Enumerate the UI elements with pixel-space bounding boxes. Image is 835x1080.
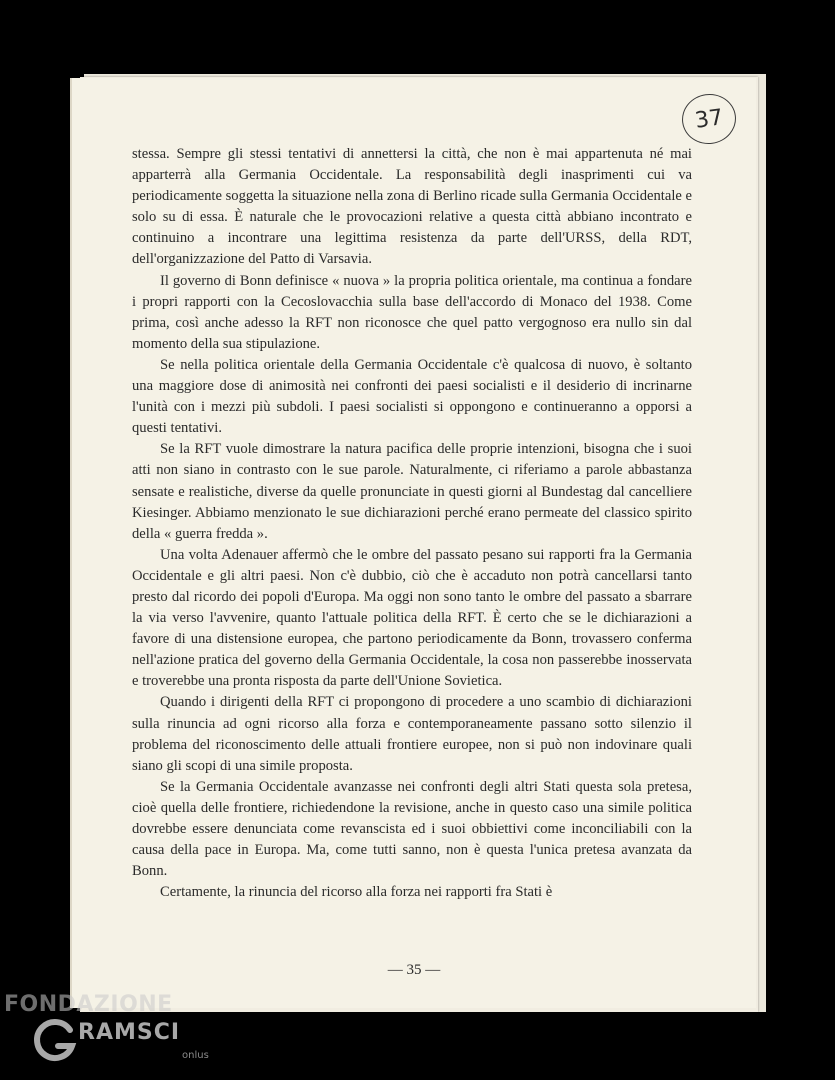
paragraph: Quando i dirigenti della RFT ci propongono di procedere a uno scambio di dichiarazioni sulla rinuncia ad ogni ricorso alla forza e contemporaneamente passano sotto silenzio il problema del riconoscimento delle attuali frontiere europee, non si può non indovinare quali siano gli scopi di una simile proposta. (132, 694, 692, 774)
paragraph: Se la RFT vuole dimostrare la natura pacifica delle proprie intenzioni, bisogna che i suoi atti non siano in contrasto con le sue parole. Naturalmente, ci riferiamo a parole abbastanza sensate e realistiche, diverse da quelle pronunciate in questi giorni al Bundestag dal cancelliere Kiesinger. Abbiamo menzionato le sue dichiarazioni perché erano permeate del classico spirito della « guerra fredda ». (132, 441, 692, 542)
body-text (132, 144, 692, 903)
paragraph: Il governo di Bonn definisce « nuova » la propria politica orientale, ma continua a fondare i propri rapporti con la Cecoslovacchia sulla base dell'accordo di Monaco del 1938. Come prima, così anche adesso la RFT non riconosce che quel patto vergognoso era nullo sin dal momento della sua stipulazione. (132, 272, 692, 352)
paragraph: Se la Germania Occidentale avanzasse nei confronti degli altri Stati questa sola pretesa, cioè quella delle frontiere, richiedendone la revisione, anche in questo caso una simile politica dovrebbe essere denunciata come revanscista ed i suoi obbiettivi come inconciliabili con la causa della pace in Europa. Ma, come tutti sanno, non è questa l'unica pretesa avanzata da Bonn. (132, 778, 692, 880)
paragraph: Una volta Adenauer affermò che le ombre del passato pesano sui rapporti fra la Germania Occidentale e gli altri paesi. Non c'è dubbio, ciò che è accaduto non potrà cancellarsi tanto presto dal ricordo dei popoli d'Europa. Ma oggi non sono tanto le ombre del passato a sbarrare la via verso l'avvenire, quanto l'attuale politica della RFT. È certo che se le dichiarazioni a favore di una distensione europea, che partono periodicamente da Bonn, trovassero conferma nell'azione pratica del governo della Germania Occidentale, la cosa non passerebbe inosservata e troverebbe una pronta risposta da parte dell'Unione Sovietica. (132, 546, 692, 690)
paragraph: Certamente, la rinuncia del ricorso alla forza nei rapporti fra Stati è (160, 884, 553, 901)
paragraph: stessa. Sempre gli stessi tentativi di annettersi la città, che non è mai appartenuta né mai apparterrà alla Germania Occidentale. La responsabilità degli inasprimenti cui va periodicamente soggetta la situazione nella zona di Berlino ricade sulla Germania Occidentale e solo su di essa. È naturale che le provocazioni relative a questa città abbiano incontrato e continuino a incontrare una legittima resistenza da parte dell'URSS, della RDT, dell'organizzazione del Patto di Varsavia. (132, 146, 692, 268)
watermark-line2: RAMSCI (78, 1020, 181, 1045)
watermark-line1: FONDAZIONE (4, 992, 173, 1017)
handwritten-folio-number: 37 (679, 90, 739, 147)
document-page (70, 78, 756, 1008)
paragraph: Se nella politica orientale della Germania Occidentale c'è qualcosa di nuovo, è soltanto una maggiore dose di animosità nei confronti dei paesi socialisti e il desiderio di incrinarne l'unità con i mezzi più subdoli. I paesi socialisti si oppongono e continueranno a opporsi a questi tentativi. (132, 356, 692, 437)
page-number: — 35 — (387, 962, 441, 978)
fondazione-gramsci-watermark (4, 992, 224, 1076)
watermark-subtitle: onlus (182, 1050, 209, 1061)
gramsci-g-logo-icon (30, 1016, 80, 1066)
